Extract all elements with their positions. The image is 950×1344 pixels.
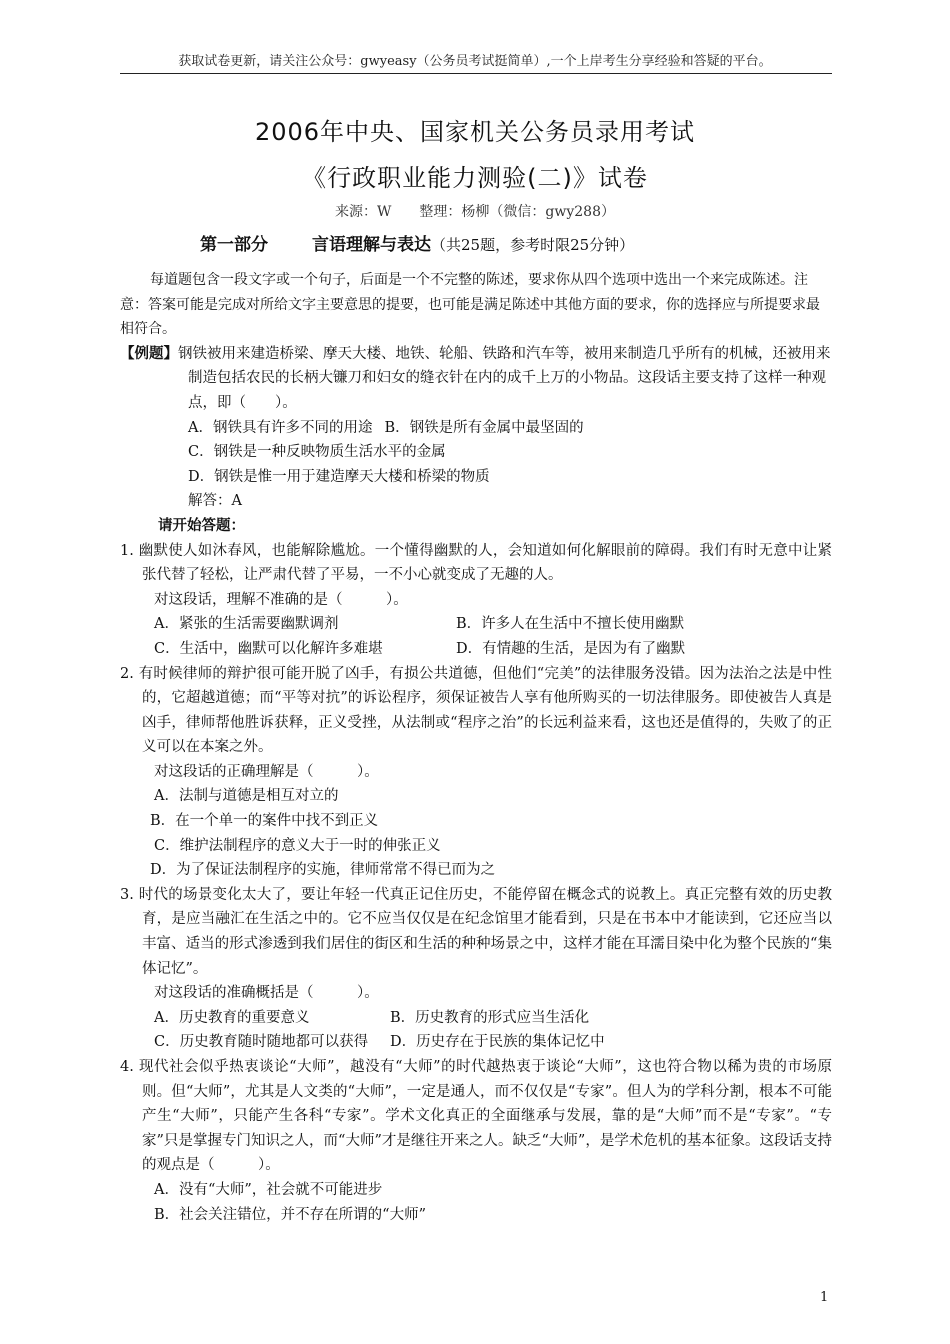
example-option-d: D．钢铁是惟一用于建造摩天大楼和桥梁的物质 <box>188 468 490 485</box>
option-row <box>120 612 832 637</box>
option-row <box>120 1006 832 1031</box>
example-text: 钢铁被用来建造桥梁、摩天大楼、地铁、轮船、铁路和汽车等，被用来制造几乎所有的机械，还被用来制造包括农民的长柄大镰刀和妇女的缝衣针在内的成千上万的小物品。这段话主要支持了这样一种观点，即（ ）。 <box>178 345 831 411</box>
example-answer: 解答：A <box>188 493 242 510</box>
option-b: B．历史教育的形式应当生活化 <box>390 1009 590 1026</box>
section-meta: （共25题，参考时限25分钟） <box>431 236 635 254</box>
section-heading <box>200 230 634 255</box>
question-prompt: 对这段话的正确理解是（ ）。 <box>154 763 379 780</box>
option-d: D．历史存在于民族的集体记忆中 <box>390 1034 605 1051</box>
start-prompt: 请开始答题： <box>158 516 245 534</box>
header-divider <box>120 73 832 74</box>
section-name: 言语理解与表达 <box>312 235 431 255</box>
option-b: B．社会关注错位，并不存在所谓的“大师” <box>154 1206 426 1223</box>
page-number: 1 <box>820 1290 829 1305</box>
header-note: 获取试卷更新，请关注公众号：gwyeasy（公务员考试挺简单）,一个上岸考生分享经验和答疑的平台。 <box>178 54 772 69</box>
option-b: B．许多人在生活中不擅长使用幽默 <box>456 616 685 633</box>
option-c: C．历史教育随时随地都可以获得 <box>154 1034 369 1051</box>
option-a: A．法制与道德是相互对立的 <box>154 788 339 805</box>
exam-content <box>120 268 832 1227</box>
example-tag: 【例题】 <box>120 344 178 362</box>
question-prompt: 对这段话的准确概括是（ ）。 <box>154 985 379 1002</box>
source-line: 来源：W 整理：杨柳（微信：gwy288） <box>335 204 615 220</box>
option-b: B．在一个单一的案件中找不到正义 <box>150 813 379 830</box>
option-c: C．维护法制程序的意义大于一时的伸张正义 <box>154 837 441 854</box>
option-a: A．紧张的生活需要幽默调剂 <box>154 616 339 633</box>
example-option-b: B．钢铁是所有金属中最坚固的 <box>384 419 584 436</box>
option-d: D．为了保证法制程序的实施，律师常常不得已而为之 <box>150 862 496 879</box>
option-row <box>120 637 832 662</box>
instructions: 每道题包含一段文字或一个句子，后面是一个不完整的陈述，要求你从四个选项中选出一个来完成陈述。注意：答案可能是完成对所给文字主要意思的提要，也可能是满足陈述中其他方面的要求，你的选择应与所提要求最相符合。 <box>120 272 820 338</box>
example-option-a: A．钢铁具有许多不同的用途 <box>188 419 373 436</box>
example-option-c: C．钢铁是一种反映物质生活水平的金属 <box>188 444 446 461</box>
question-stem: 2. 有时候律师的辩护很可能开脱了凶手，有损公共道德，但他们“完美”的法律服务没错。因为法治之法是中性的，它超越道德；而“平等对抗”的诉讼程序，须保证被告人享有他所购买的一切法律服务。即使被告人真是凶手，律师帮他胜诉获释，正义受挫，从法制或“程序之治”的长远利益来看，这也还是值得的，失败了的正义可以在本案之外。 <box>120 665 832 756</box>
question-prompt: 对这段话，理解不准确的是（ ）。 <box>154 591 408 608</box>
section-part: 第一部分 <box>200 235 268 255</box>
document-subtitle: 《行政职业能力测验(二)》试卷 <box>302 164 648 192</box>
question-stem: 4. 现代社会似乎热衷谈论“大师”，越没有“大师”的时代越热衷于谈论“大师”，这也符合物以稀为贵的市场原则。但“大师”，尤其是人文类的“大师”，一定是通人，而不仅仅是“专家”。但人为的学科分割，根本不可能产生“大师”，只能产生各科“专家”。学术文化真正的全面继承与发展，靠的是“大师”而不是“专家”。“专家”只是掌握专门知识之人，而“大师”才是继往开来之人。缺乏“大师”，是学术危机的基本征象。这段话支持的观点是（ ）。 <box>120 1059 832 1174</box>
document-title: 2006年中央、国家机关公务员录用考试 <box>254 118 696 146</box>
question-stem: 3. 时代的场景变化太大了，要让年轻一代真正记住历史，不能停留在概念式的说教上。真正完整有效的历史教育，是应当融汇在生活之中的。它不应当仅仅是在纪念馆里才能看到，只是在书本中才能读到，它还应当以丰富、适当的形式渗透到我们居住的街区和生活的种种场景之中，这样才能在耳濡目染中化为整个民族的“集体记忆”。 <box>120 886 832 977</box>
option-a: A．没有“大师”，社会就不可能进步 <box>154 1181 383 1198</box>
option-d: D．有情趣的生活，是因为有了幽默 <box>456 640 686 657</box>
option-a: A．历史教育的重要意义 <box>154 1009 310 1026</box>
example-stem <box>120 342 832 416</box>
option-c: C．生活中，幽默可以化解许多难堪 <box>154 640 383 657</box>
question-stem: 1. 幽默使人如沐春风，也能解除尴尬。一个懂得幽默的人，会知道如何化解眼前的障碍。我们有时无意中让紧张代替了轻松，让严肃代替了平易，一不小心就变成了无趣的人。 <box>120 542 832 584</box>
option-row <box>120 1030 832 1055</box>
